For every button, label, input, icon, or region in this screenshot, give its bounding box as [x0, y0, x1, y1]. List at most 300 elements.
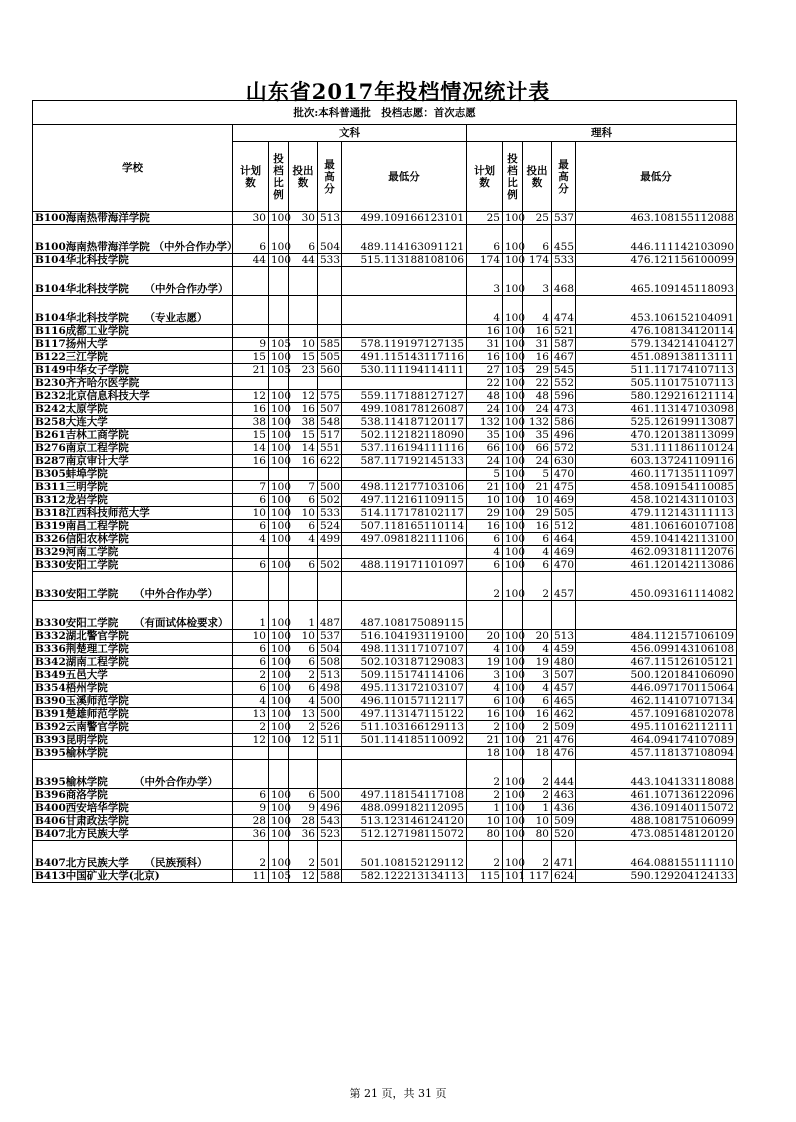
school-name: B392云南警官学院 — [33, 721, 233, 734]
l-min-cell: 458.109154110085 — [576, 481, 737, 494]
table-row — [33, 721, 737, 734]
w-out-cell: 4 — [289, 695, 318, 708]
w-out-cell: 14 — [289, 442, 318, 455]
w-min-cell — [342, 572, 467, 601]
w-plan-cell: 15 — [233, 429, 269, 442]
school-name: B393昆明学院 — [33, 734, 233, 747]
l-plan-cell: 5 — [467, 468, 503, 481]
l-max-cell: 464 — [552, 533, 576, 546]
l-min-cell: 443.104133118088 — [576, 760, 737, 789]
l-ratio-cell: 100 — [503, 468, 523, 481]
l-max-cell: 468 — [552, 267, 576, 296]
l-plan-cell: 115 — [467, 870, 503, 883]
w-max-cell — [318, 296, 342, 325]
l-ratio-cell: 100 — [503, 815, 523, 828]
w-plan-cell: 28 — [233, 815, 269, 828]
l-out-cell: 4 — [523, 643, 552, 656]
w-ratio-header: 投档比例 — [269, 142, 289, 212]
l-min-header: 最低分 — [576, 142, 737, 212]
w-plan-cell: 2 — [233, 721, 269, 734]
l-out-cell: 2 — [523, 841, 552, 870]
table-row — [33, 267, 737, 296]
l-plan-cell: 2 — [467, 572, 503, 601]
l-plan-cell: 1 — [467, 802, 503, 815]
w-out-cell — [289, 747, 318, 760]
table-row — [33, 747, 737, 760]
w-max-cell: 513 — [318, 669, 342, 682]
l-max-cell: 471 — [552, 841, 576, 870]
l-min-cell: 525.126199113087 — [576, 416, 737, 429]
l-ratio-cell: 100 — [503, 533, 523, 546]
l-out-cell: 25 — [523, 212, 552, 225]
school-name: B116成都工业学院 — [33, 325, 233, 338]
l-out-cell: 2 — [523, 721, 552, 734]
w-min-cell: 487.108175089115 — [342, 601, 467, 630]
l-out-cell: 6 — [523, 225, 552, 254]
w-ratio-cell: 100 — [269, 390, 289, 403]
w-out-cell — [289, 572, 318, 601]
l-min-cell: 456.099143106108 — [576, 643, 737, 656]
school-name: B104华北科技学院 （专业志愿） — [33, 296, 233, 325]
l-max-cell: 624 — [552, 870, 576, 883]
l-plan-cell: 24 — [467, 455, 503, 468]
l-out-cell: 16 — [523, 708, 552, 721]
w-out-cell: 28 — [289, 815, 318, 828]
w-ratio-cell: 105 — [269, 338, 289, 351]
l-out-cell: 6 — [523, 533, 552, 546]
w-min-cell: 495.113172103107 — [342, 682, 467, 695]
l-max-cell: 476 — [552, 747, 576, 760]
w-plan-cell: 21 — [233, 364, 269, 377]
w-ratio-cell: 100 — [269, 533, 289, 546]
w-plan-cell: 10 — [233, 507, 269, 520]
l-out-cell: 20 — [523, 630, 552, 643]
table-row — [33, 546, 737, 559]
l-min-cell: 436.109140115072 — [576, 802, 737, 815]
w-max-cell: 499 — [318, 533, 342, 546]
l-min-cell: 446.111142103090 — [576, 225, 737, 254]
l-max-cell: 474 — [552, 296, 576, 325]
school-name: B330安阳工学院 （有面试体检要求） — [33, 601, 233, 630]
l-out-cell: 117 — [523, 870, 552, 883]
w-max-cell: 500 — [318, 695, 342, 708]
w-max-cell: 517 — [318, 429, 342, 442]
l-out-cell: 4 — [523, 546, 552, 559]
table-row — [33, 656, 737, 669]
w-min-cell — [342, 468, 467, 481]
w-max-cell: 500 — [318, 789, 342, 802]
l-out-cell: 10 — [523, 815, 552, 828]
l-max-cell: 509 — [552, 721, 576, 734]
batch-row — [33, 101, 737, 125]
l-ratio-cell: 100 — [503, 695, 523, 708]
school-name: B390玉溪师范学院 — [33, 695, 233, 708]
l-out-cell: 80 — [523, 828, 552, 841]
w-plan-cell: 6 — [233, 643, 269, 656]
l-plan-cell: 48 — [467, 390, 503, 403]
w-out-cell: 23 — [289, 364, 318, 377]
l-out-cell: 16 — [523, 351, 552, 364]
w-out-cell — [289, 296, 318, 325]
l-out-cell: 10 — [523, 494, 552, 507]
school-name: B326信阳农林学院 — [33, 533, 233, 546]
w-max-cell: 588 — [318, 870, 342, 883]
l-out-cell: 19 — [523, 656, 552, 669]
l-min-cell: 479.112143111113 — [576, 507, 737, 520]
w-max-cell: 504 — [318, 225, 342, 254]
w-ratio-cell: 100 — [269, 708, 289, 721]
l-max-cell: 444 — [552, 760, 576, 789]
w-ratio-cell: 105 — [269, 364, 289, 377]
w-min-cell — [342, 325, 467, 338]
w-min-cell: 513.123146124120 — [342, 815, 467, 828]
school-name: B329河南工学院 — [33, 546, 233, 559]
w-ratio-cell: 100 — [269, 442, 289, 455]
w-max-cell — [318, 325, 342, 338]
l-ratio-cell: 100 — [503, 507, 523, 520]
w-plan-cell — [233, 546, 269, 559]
school-name: B395榆林学院 （中外合作办学） — [33, 760, 233, 789]
w-ratio-cell — [269, 377, 289, 390]
school-name: B242太原学院 — [33, 403, 233, 416]
l-max-cell: 480 — [552, 656, 576, 669]
l-out-cell: 2 — [523, 572, 552, 601]
l-min-cell: 590.129204124133 — [576, 870, 737, 883]
w-out-cell: 9 — [289, 802, 318, 815]
l-min-cell: 579.134214104127 — [576, 338, 737, 351]
table-row — [33, 468, 737, 481]
w-min-cell: 499.108178126087 — [342, 403, 467, 416]
w-max-cell: 496 — [318, 802, 342, 815]
l-ratio-cell: 100 — [503, 212, 523, 225]
l-ratio-cell: 100 — [503, 643, 523, 656]
l-max-cell: 496 — [552, 429, 576, 442]
w-plan-cell: 9 — [233, 802, 269, 815]
l-plan-cell: 2 — [467, 789, 503, 802]
w-ratio-cell: 100 — [269, 455, 289, 468]
l-ratio-cell: 100 — [503, 429, 523, 442]
l-ratio-cell: 100 — [503, 734, 523, 747]
w-ratio-cell: 100 — [269, 403, 289, 416]
l-ratio-cell: 100 — [503, 325, 523, 338]
l-ratio-cell: 100 — [503, 682, 523, 695]
l-plan-cell: 6 — [467, 695, 503, 708]
l-plan-cell: 24 — [467, 403, 503, 416]
l-out-cell: 16 — [523, 325, 552, 338]
wenke-header: 文科 — [233, 125, 467, 142]
w-min-cell: 499.109166123101 — [342, 212, 467, 225]
w-out-cell: 1 — [289, 601, 318, 630]
l-max-cell: 457 — [552, 572, 576, 601]
w-ratio-cell: 100 — [269, 682, 289, 695]
table-row — [33, 682, 737, 695]
school-name: B232北京信息科技大学 — [33, 390, 233, 403]
w-plan-cell — [233, 760, 269, 789]
w-plan-cell: 6 — [233, 789, 269, 802]
l-min-cell: 462.114107107134 — [576, 695, 737, 708]
l-min-cell: 464.094174107089 — [576, 734, 737, 747]
l-ratio-cell: 105 — [503, 364, 523, 377]
w-max-cell — [318, 546, 342, 559]
w-out-cell: 6 — [289, 643, 318, 656]
l-min-cell: 457.109168102078 — [576, 708, 737, 721]
l-ratio-cell: 100 — [503, 546, 523, 559]
l-plan-cell: 2 — [467, 760, 503, 789]
l-max-cell: 475 — [552, 481, 576, 494]
l-min-cell: 467.115126105121 — [576, 656, 737, 669]
l-ratio-cell: 100 — [503, 225, 523, 254]
l-ratio-cell: 100 — [503, 494, 523, 507]
l-max-cell: 587 — [552, 338, 576, 351]
school-name: B413中国矿业大学(北京) — [33, 870, 233, 883]
w-min-cell — [342, 377, 467, 390]
w-max-cell: 504 — [318, 643, 342, 656]
school-name: B318江西科技师范大学 — [33, 507, 233, 520]
school-name: B407北方民族大学 — [33, 828, 233, 841]
w-max-cell: 551 — [318, 442, 342, 455]
table-row — [33, 870, 737, 883]
table-row — [33, 212, 737, 225]
w-plan-cell — [233, 468, 269, 481]
l-out-cell: 21 — [523, 481, 552, 494]
school-name: B342湖南工程学院 — [33, 656, 233, 669]
l-plan-cell: 2 — [467, 721, 503, 734]
w-out-cell: 2 — [289, 669, 318, 682]
l-max-cell: 476 — [552, 734, 576, 747]
l-out-cell: 21 — [523, 734, 552, 747]
l-min-cell — [576, 601, 737, 630]
w-plan-cell: 4 — [233, 695, 269, 708]
l-ratio-cell: 100 — [503, 455, 523, 468]
w-max-cell: 500 — [318, 708, 342, 721]
w-ratio-cell: 100 — [269, 721, 289, 734]
l-plan-cell: 35 — [467, 429, 503, 442]
w-max-cell: 523 — [318, 828, 342, 841]
l-plan-cell: 66 — [467, 442, 503, 455]
w-ratio-cell — [269, 325, 289, 338]
w-min-cell: 514.117178102117 — [342, 507, 467, 520]
w-out-cell: 16 — [289, 403, 318, 416]
w-plan-cell: 12 — [233, 734, 269, 747]
w-ratio-cell: 100 — [269, 841, 289, 870]
w-out-cell: 10 — [289, 338, 318, 351]
l-min-cell: 457.118137108094 — [576, 747, 737, 760]
table-row — [33, 442, 737, 455]
w-out-cell — [289, 468, 318, 481]
l-out-cell: 35 — [523, 429, 552, 442]
l-max-cell: 552 — [552, 377, 576, 390]
l-ratio-cell: 100 — [503, 351, 523, 364]
w-ratio-cell — [269, 468, 289, 481]
l-min-cell: 450.093161114082 — [576, 572, 737, 601]
l-min-cell: 461.120142113086 — [576, 559, 737, 572]
l-out-cell: 5 — [523, 468, 552, 481]
table-row — [33, 429, 737, 442]
w-min-cell: 501.108152129112 — [342, 841, 467, 870]
l-min-cell: 463.108155112088 — [576, 212, 737, 225]
l-out-cell: 4 — [523, 296, 552, 325]
w-ratio-cell: 100 — [269, 254, 289, 267]
w-min-cell: 509.115174114106 — [342, 669, 467, 682]
school-name: B258大连大学 — [33, 416, 233, 429]
w-out-cell: 10 — [289, 507, 318, 520]
l-max-header: 最高分 — [552, 142, 576, 212]
l-max-cell: 520 — [552, 828, 576, 841]
w-max-header: 最高分 — [318, 142, 342, 212]
l-out-cell: 2 — [523, 789, 552, 802]
l-plan-cell: 4 — [467, 643, 503, 656]
school-name: B330安阳工学院 — [33, 559, 233, 572]
w-ratio-cell: 100 — [269, 630, 289, 643]
l-min-cell: 465.109145118093 — [576, 267, 737, 296]
w-plan-cell: 2 — [233, 841, 269, 870]
l-plan-cell: 16 — [467, 708, 503, 721]
w-min-cell: 537.116194111116 — [342, 442, 467, 455]
l-ratio-cell: 100 — [503, 403, 523, 416]
school-name: B100海南热带海洋学院 （中外合作办学） — [33, 225, 233, 254]
school-name: B261吉林工商学院 — [33, 429, 233, 442]
l-plan-cell: 25 — [467, 212, 503, 225]
school-name: B400西安培华学院 — [33, 802, 233, 815]
table-row — [33, 494, 737, 507]
w-plan-cell: 14 — [233, 442, 269, 455]
l-min-cell: 484.112157106109 — [576, 630, 737, 643]
l-max-cell: 513 — [552, 630, 576, 643]
w-min-cell: 496.110157112117 — [342, 695, 467, 708]
table-row — [33, 572, 737, 601]
w-min-cell — [342, 546, 467, 559]
l-plan-cell: 4 — [467, 546, 503, 559]
table-row — [33, 695, 737, 708]
school-name: B311三明学院 — [33, 481, 233, 494]
w-min-cell: 507.118165110114 — [342, 520, 467, 533]
w-max-cell: 502 — [318, 559, 342, 572]
l-min-cell: 531.111186110124 — [576, 442, 737, 455]
w-min-cell: 498.113117107107 — [342, 643, 467, 656]
w-ratio-cell: 100 — [269, 481, 289, 494]
table-row — [33, 708, 737, 721]
page-footer: 第 21 页，共 31 页 — [349, 1087, 447, 1100]
school-name: B395榆林学院 — [33, 747, 233, 760]
w-plan-header: 计划数 — [233, 142, 269, 212]
w-ratio-cell: 100 — [269, 734, 289, 747]
l-max-cell: 630 — [552, 455, 576, 468]
w-min-cell: 501.114185110092 — [342, 734, 467, 747]
l-max-cell: 463 — [552, 789, 576, 802]
w-max-cell — [318, 747, 342, 760]
l-min-cell: 580.129216121114 — [576, 390, 737, 403]
w-plan-cell: 6 — [233, 225, 269, 254]
w-plan-cell: 2 — [233, 669, 269, 682]
w-ratio-cell: 100 — [269, 212, 289, 225]
l-out-cell: 24 — [523, 403, 552, 416]
w-out-cell: 6 — [289, 494, 318, 507]
table-row — [33, 789, 737, 802]
w-max-cell: 537 — [318, 630, 342, 643]
l-max-cell: 465 — [552, 695, 576, 708]
l-min-cell: 460.117135111097 — [576, 468, 737, 481]
l-plan-cell: 6 — [467, 533, 503, 546]
w-plan-cell: 9 — [233, 338, 269, 351]
l-max-cell: 455 — [552, 225, 576, 254]
table-row — [33, 416, 737, 429]
l-out-cell: 132 — [523, 416, 552, 429]
l-max-cell: 469 — [552, 546, 576, 559]
table-row — [33, 630, 737, 643]
school-name: B230齐齐哈尔医学院 — [33, 377, 233, 390]
school-name: B319南昌工程学院 — [33, 520, 233, 533]
w-out-cell — [289, 325, 318, 338]
w-max-cell: 533 — [318, 254, 342, 267]
l-out-cell: 24 — [523, 455, 552, 468]
w-out-cell: 12 — [289, 734, 318, 747]
school-name: B406甘肃政法学院 — [33, 815, 233, 828]
l-max-cell: 436 — [552, 802, 576, 815]
w-max-cell: 543 — [318, 815, 342, 828]
school-name: B149中华女子学院 — [33, 364, 233, 377]
l-out-cell: 29 — [523, 507, 552, 520]
table-row — [33, 351, 737, 364]
l-out-cell: 174 — [523, 254, 552, 267]
table-row — [33, 559, 737, 572]
school-name: B336荆楚理工学院 — [33, 643, 233, 656]
l-plan-cell: 29 — [467, 507, 503, 520]
w-plan-cell — [233, 747, 269, 760]
w-max-cell — [318, 377, 342, 390]
group-header-row — [33, 125, 737, 142]
w-min-cell: 497.098182111106 — [342, 533, 467, 546]
admission-table — [32, 100, 737, 883]
school-name: B407北方民族大学 （民族预科） — [33, 841, 233, 870]
table-row — [33, 296, 737, 325]
l-ratio-cell: 100 — [503, 841, 523, 870]
w-max-cell: 524 — [318, 520, 342, 533]
school-header: 学校 — [33, 125, 233, 212]
table-row — [33, 815, 737, 828]
l-ratio-cell: 100 — [503, 802, 523, 815]
l-max-cell: 509 — [552, 815, 576, 828]
l-min-cell: 464.088155111110 — [576, 841, 737, 870]
w-out-cell: 6 — [289, 520, 318, 533]
l-max-cell: 467 — [552, 351, 576, 364]
l-ratio-cell: 100 — [503, 708, 523, 721]
l-plan-cell: 2 — [467, 841, 503, 870]
table-row — [33, 643, 737, 656]
l-min-cell: 511.117174107113 — [576, 364, 737, 377]
l-min-cell: 505.110175107113 — [576, 377, 737, 390]
l-out-cell: 16 — [523, 520, 552, 533]
school-name: B312龙岩学院 — [33, 494, 233, 507]
school-name: B122三江学院 — [33, 351, 233, 364]
table-row — [33, 455, 737, 468]
l-min-cell: 476.121156100099 — [576, 254, 737, 267]
w-max-cell: 487 — [318, 601, 342, 630]
w-ratio-cell: 100 — [269, 802, 289, 815]
l-ratio-cell: 100 — [503, 481, 523, 494]
w-min-cell: 512.127198115072 — [342, 828, 467, 841]
l-ratio-cell: 100 — [503, 296, 523, 325]
l-plan-cell: 6 — [467, 225, 503, 254]
l-out-cell: 31 — [523, 338, 552, 351]
l-plan-cell: 4 — [467, 682, 503, 695]
table-row — [33, 601, 737, 630]
w-plan-cell: 11 — [233, 870, 269, 883]
w-min-cell: 502.103187129083 — [342, 656, 467, 669]
w-min-cell: 511.103166129113 — [342, 721, 467, 734]
l-ratio-cell: 100 — [503, 747, 523, 760]
table-row — [33, 377, 737, 390]
table-row — [33, 533, 737, 546]
